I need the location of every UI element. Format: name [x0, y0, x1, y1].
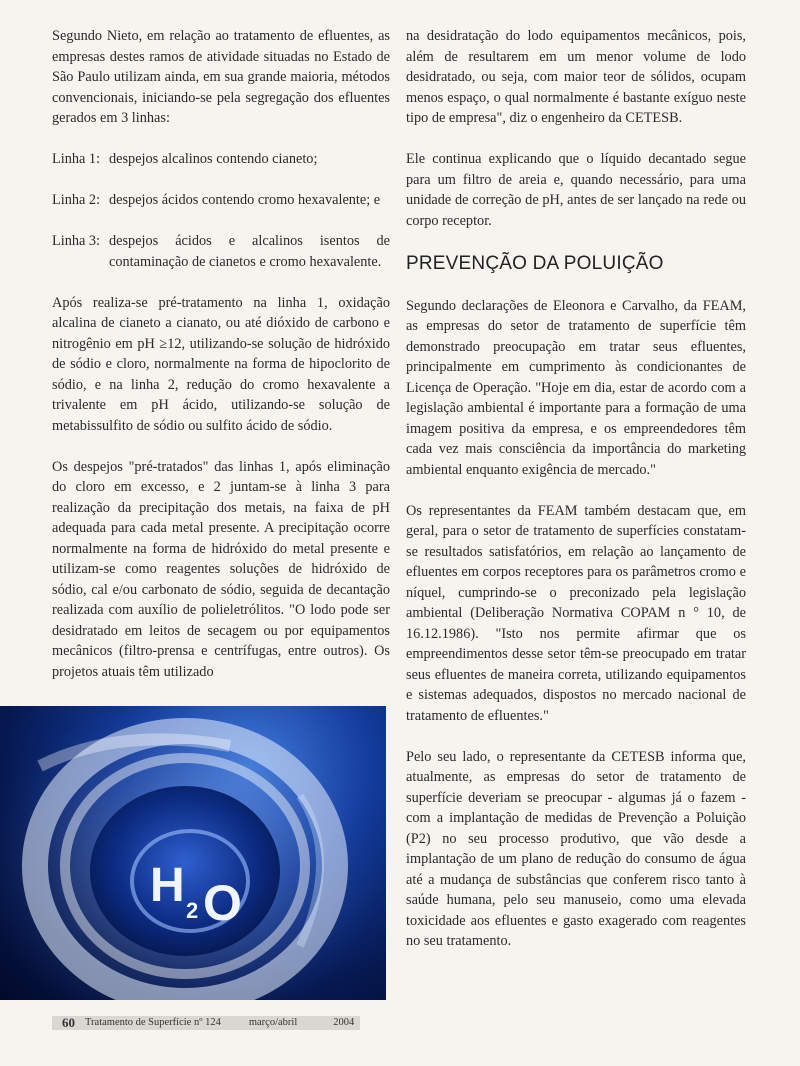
paragraph: Após realiza-se pré-tratamento na linha 1, oxidação alcalina de cianeto a cianato, ou até dióxido de carbono e nitrogênio em pH ≥12, utilizando-se solução de hidróxido de sódio e cloro, normalmente na forma de hipoclorito de sódio, e na linha 2, redução do cromo hexavalente a trivalente em pH ácido, utilizando-se solução de metabissulfito de sódio ou sulfito ácido de sódio.	[52, 294, 390, 434]
page-footer	[52, 1016, 360, 1030]
magazine-title: Tratamento de Superfície nº 124	[85, 1017, 221, 1028]
paragraph: Pelo seu lado, o representante da CETESB informa que, atualmente, as empresas do setor de tratamento de superfície deveriam se preocupar - algumas já o fazem - com a implantação de medidas de Prevenção a Poluição (P2) no seu processo produtivo, que vão desde a implantação de um plano de redução do consumo de água até a mudança de substâncias que conferem risco tanto à saúde humana, pelo seu manuseio, como uma elevada toxicidade aos efluentes e gasto exagerado com reagentes no seu tratamento.	[406, 748, 746, 949]
linha-item	[52, 231, 390, 272]
h2o-letter-h: H	[150, 859, 185, 912]
linha-text: despejos ácidos e alcalinos isentos de contaminação de cianetos e cromo hexavalente.	[109, 233, 390, 270]
linha-text: despejos alcalinos contendo cianeto;	[109, 151, 318, 167]
issue-period: março/abril	[248, 1017, 298, 1028]
paragraph: na desidratação do lodo equipamentos mecânicos, pois, além de resultarem em um menor volume de lodo desidratado, ou seja, com maior teor de sólidos, ocupam menos espaço, o qual normalmente é bastante exíguo neste tipo de empresa", diz o engenheiro da CETESB.	[406, 28, 746, 126]
linha-label: Linha 2:	[52, 192, 101, 208]
paragraph: Ele continua explicando que o líquido decantado segue para um filtro de areia e, quando necessário, para uma unidade de correção de pH, antes de ser lançado na rede ou corpo receptor.	[406, 151, 746, 229]
linha-text: despejos ácidos contendo cromo hexavalente; e	[109, 192, 381, 208]
right-column	[406, 26, 746, 972]
linha-item	[52, 190, 390, 211]
linha-label: Linha 3:	[52, 233, 101, 249]
paragraph: Segundo declarações de Eleonora e Carvalho, da FEAM, as empresas do setor de tratamento de superfície têm demonstrado preocupação em tratar seus efluentes, principalmente em cumprimento às condicionantes de Licença de Operação. "Hoje em dia, estar de acordo com a legislação ambiental é importante para a formação de uma imagem positiva da empresa, e os empreendedores têm cada vez mais consciência da importância do marketing ambiental enquanto exigência de mercado."	[406, 297, 746, 478]
left-column	[52, 26, 390, 703]
section-heading: PREVENÇÃO DA POLUIÇÃO	[406, 252, 664, 274]
paragraph: Os despejos "pré-tratados" das linhas 1, após eliminação do cloro em excesso, e 2 juntam-se à linha 3 para realização da precipitação dos metais, na faixa de pH adequada para cada metal presente. A precipitação ocorre normalmente na forma de hidróxido do metal presente e utilizam-se como reagentes soluções de hidróxido de sódio, cal e/ou carbonato de sódio, seguida de decantação realizada com auxílio de polieletrólitos. "O lodo pode ser desidratado em leitos de secagem ou por equipamentos mecânicos (filtro-prensa e centrífugas, entre outros). Os projetos atuais têm utilizado	[52, 458, 390, 680]
paragraph: Segundo Nieto, em relação ao tratamento de efluentes, as empresas destes ramos de atividade situadas no Estado de São Paulo utilizam ainda, em sua grande maioria, métodos convencionais, iniciando-se pela segregação dos efluentes gerados em 3 linhas:	[52, 28, 390, 126]
paragraph: Os representantes da FEAM também destacam que, em geral, para o setor de tratamento de superfícies constatam-se resultados satisfatórios, em relação ao lançamento de efluentes em corpos receptores para os parâmetros cromo e níquel, cumprindo-se o preconizado pela legislação ambiental (Deliberação Normativa COPAM n ° 10, de 16.12.1986). "Isto nos permite afirmar que os empreendimentos desse setor têm-se preocupado em tratar seus efluentes de maneira correta, utilizando equipamentos e sistemas adequados, dispostos no mercado nacional de tratamento de efluentes."	[406, 502, 746, 724]
linha-label: Linha 1:	[52, 151, 101, 167]
glass-illustration	[0, 706, 386, 1000]
page-number: 60	[62, 1015, 75, 1030]
h2o-letter-o: O	[203, 875, 242, 931]
linha-item	[52, 149, 390, 170]
issue-year: 2004	[333, 1017, 355, 1028]
water-glass-photo	[0, 706, 386, 1000]
h2o-subscript: 2	[186, 898, 199, 923]
